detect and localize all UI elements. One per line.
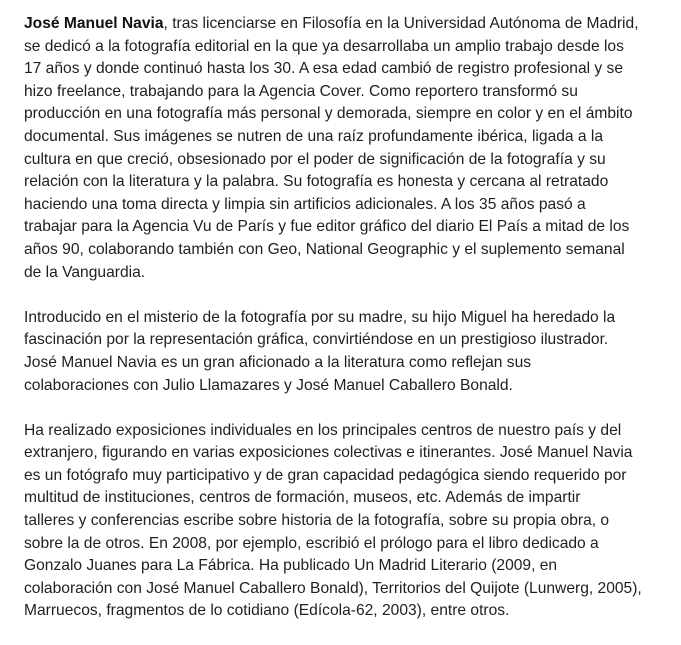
bio-paragraph-2-line-3: José Manuel Navia es un gran aficionado a la literatura como reflejan sus: [24, 353, 532, 371]
bio-paragraph-3: [24, 420, 664, 623]
bio-paragraph-2: [24, 307, 664, 397]
bio-paragraph-3-line-5: talleres y conferencias escribe sobre historia de la fotografía, sobre su propia obra, o: [24, 512, 610, 530]
bio-paragraph-3-line-7: Gonzalo Juanes para La Fábrica. Ha publicado Un Madrid Literario (2009, en: [24, 557, 558, 575]
photographer-name: José Manuel Navia: [24, 15, 164, 32]
bio-paragraph-1-line-4: hizo freelance, trabajando para la Agencia Cover. Como reportero transformó su: [24, 82, 578, 100]
bio-paragraph-3-line-1: Ha realizado exposiciones individuales en los principales centros de nuestro país y del: [24, 421, 622, 439]
bio-paragraph-3-line-6: sobre la de otros. En 2008, por ejemplo, escribió el prólogo para el libro dedicado a: [24, 534, 599, 552]
bio-paragraph-2-line-1: Introducido en el misterio de la fotografía por su madre, su hijo Miguel ha heredado la: [24, 308, 616, 326]
bio-paragraph-3-line-4: multitud de instituciones, centros de formación, museos, etc. Además de impartir: [24, 489, 581, 507]
bio-paragraph-1: [24, 13, 664, 284]
bio-paragraph-1-line-8: relación con la literatura y la palabra. Su fotografía es honesta y cercana al retratado: [24, 173, 609, 191]
biography-article: [24, 13, 664, 623]
bio-paragraph-1-line-12: de la Vanguardia.: [24, 263, 146, 281]
bio-paragraph-1-line-3: 17 años y donde continuó hasta los 30. A esa edad cambió de registro profesional y se: [24, 60, 624, 78]
bio-paragraph-1-line-5: producción en una fotografía más personal y demorada, siempre en color y en el ámbito: [24, 105, 633, 123]
bio-line-text: , tras licenciarse en Filosofía en la Universidad Autónoma de Madrid,: [163, 15, 639, 32]
bio-paragraph-1-line-7: cultura en que creció, obsesionado por el poder de significación de la fotografía y su: [24, 150, 606, 168]
bio-paragraph-2-line-2: fascinación por la representación gráfica, convirtiéndose en un prestigioso ilustrador.: [24, 331, 609, 349]
bio-paragraph-3-line-8: colaboración con José Manuel Caballero Bonald), Territorios del Quijote (Lunwerg, 2005),: [24, 579, 642, 597]
bio-paragraph-3-line-3: es un fotógrafo muy participativo y de gran capacidad pedagógica siendo requerido por: [24, 466, 627, 484]
bio-paragraph-2-line-4: colaboraciones con Julio Llamazares y José Manuel Caballero Bonald.: [24, 376, 513, 394]
bio-paragraph-3-line-9: Marruecos, fragmentos de lo cotidiano (Edícola-62, 2003), entre otros.: [24, 602, 510, 620]
bio-paragraph-1-line-9: haciendo una toma directa y limpia sin artificios adicionales. A los 35 años pasó a: [24, 195, 586, 213]
bio-paragraph-1-line-10: trabajar para la Agencia Vu de París y fue editor gráfico del diario El País a mitad de los: [24, 218, 630, 236]
bio-paragraph-1-line-6: documental. Sus imágenes se nutren de una raíz profundamente ibérica, ligada a la: [24, 127, 604, 145]
bio-paragraph-3-line-2: extranjero, figurando en varias exposiciones colectivas e itinerantes. José Manuel Navia: [24, 444, 633, 462]
bio-paragraph-1-line-11: años 90, colaborando también con Geo, National Geographic y el suplemento semanal: [24, 240, 625, 258]
bio-paragraph-1-line-2: se dedicó a la fotografía editorial en la que ya desarrollaba un amplio trabajo desde los: [24, 37, 624, 55]
bio-paragraph-1-line-1: [24, 13, 664, 36]
